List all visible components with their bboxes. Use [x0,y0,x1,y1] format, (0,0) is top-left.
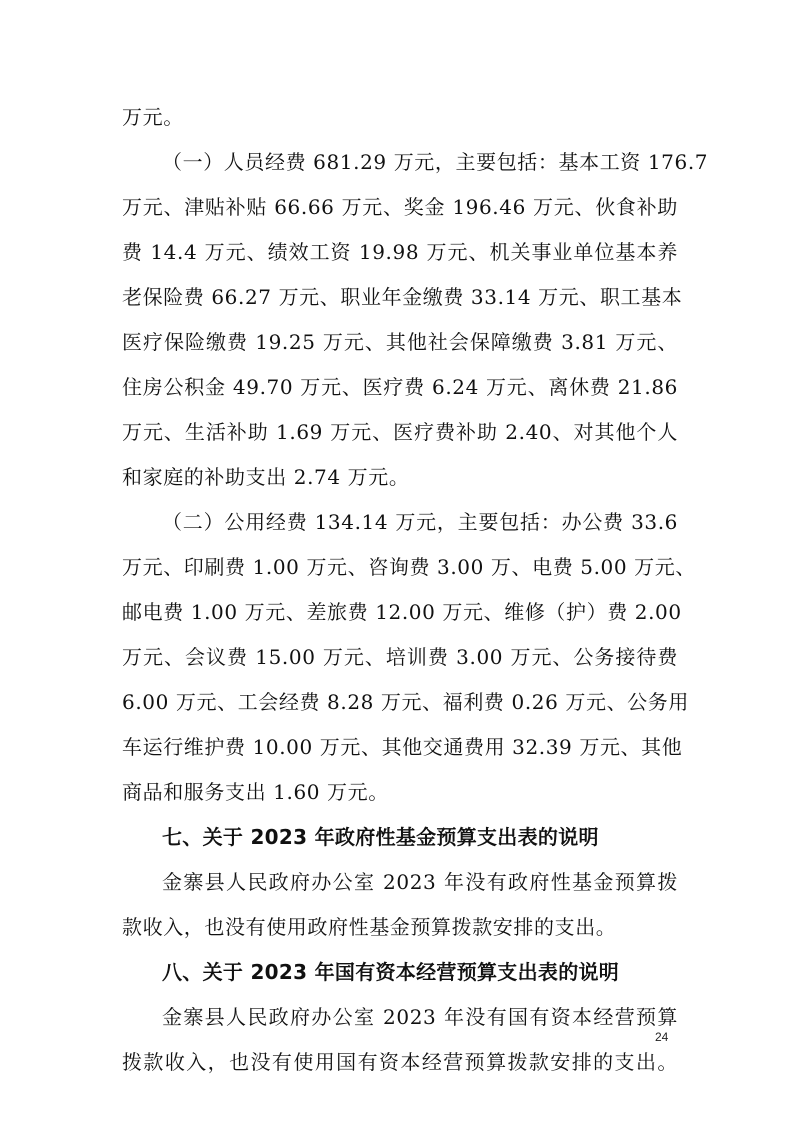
paragraph-line: 邮电费 1.00 万元、差旅费 12.00 万元、维修（护）费 2.00 [122,600,682,624]
paragraph-line: （二）公用经费 134.14 万元，主要包括：办公费 33.6 [162,510,678,534]
paragraph-line: 拨款收入，也没有使用国有资本经营预算拨款安排的支出。 [122,1050,678,1074]
paragraph-line: 住房公积金 49.70 万元、医疗费 6.24 万元、离休费 21.86 [122,375,678,399]
paragraph-line: 万元、津贴补贴 66.66 万元、奖金 196.46 万元、伙食补助 [122,195,678,219]
paragraph-line: 医疗保险缴费 19.25 万元、其他社会保障缴费 3.81 万元、 [122,330,678,354]
paragraph-line: 车运行维护费 10.00 万元、其他交通费用 32.39 万元、其他 [122,735,683,759]
paragraph-line: 万元。 [122,105,184,129]
paragraph-line: 商品和服务支出 1.60 万元。 [122,780,389,804]
paragraph-line: 万元、会议费 15.00 万元、培训费 3.00 万元、公务接待费 [122,645,678,669]
paragraph-line: 款收入，也没有使用政府性基金预算拨款安排的支出。 [122,915,617,939]
section-heading: 八、关于 2023 年国有资本经营预算支出表的说明 [162,960,620,984]
paragraph-line: 万元、生活补助 1.69 万元、医疗费补助 2.40、对其他个人 [122,420,678,444]
paragraph-line: 万元、印刷费 1.00 万元、咨询费 3.00 万、电费 5.00 万元、 [122,555,696,579]
paragraph-line: 金寨县人民政府办公室 2023 年没有政府性基金预算拨 [162,870,678,894]
paragraph-line: （一）人员经费 681.29 万元，主要包括：基本工资 176.7 [162,150,709,174]
paragraph-line: 费 14.4 万元、绩效工资 19.98 万元、机关事业单位基本养 [122,240,678,264]
paragraph-line: 金寨县人民政府办公室 2023 年没有国有资本经营预算 [162,1005,678,1029]
page-number: 24 [655,1030,669,1044]
paragraph-line: 6.00 万元、工会经费 8.28 万元、福利费 0.26 万元、公务用 [122,690,689,714]
section-heading: 七、关于 2023 年政府性基金预算支出表的说明 [162,825,599,849]
paragraph-line: 和家庭的补助支出 2.74 万元。 [122,465,410,489]
paragraph-line: 老保险费 66.27 万元、职业年金缴费 33.14 万元、职工基本 [122,285,683,309]
